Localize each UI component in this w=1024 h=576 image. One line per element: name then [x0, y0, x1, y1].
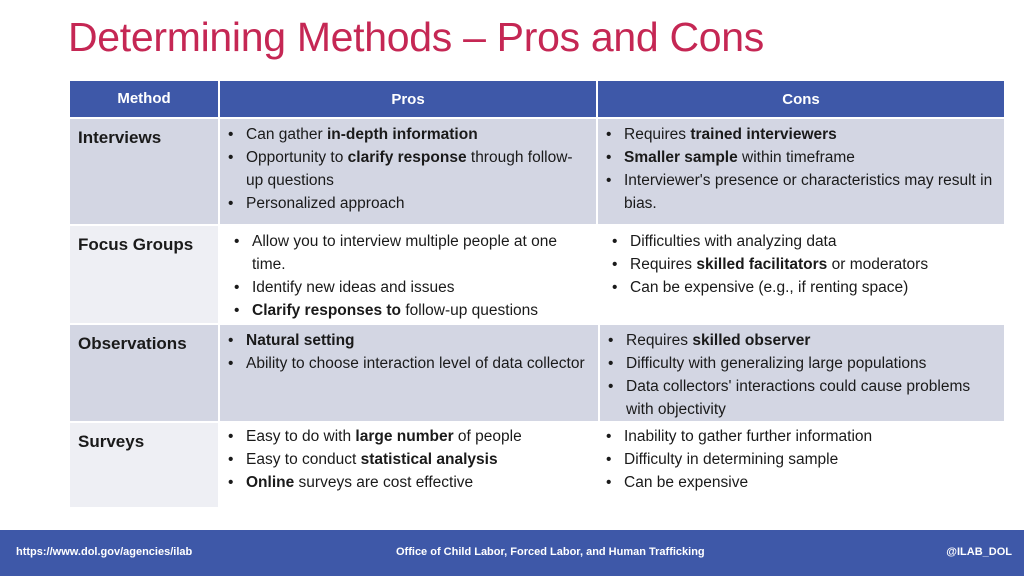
footer-handle: @ILAB_DOL: [946, 546, 1012, 558]
pros-list: [222, 123, 588, 215]
cons-focus-groups: [598, 226, 1004, 323]
bullet-item: • Allow you to interview multiple people at one time.: [228, 230, 588, 276]
footer-office: Office of Child Labor, Forced Labor, and Human Trafficking: [396, 546, 705, 558]
bullet-item: • Interviewer's presence or characteristics may result in bias.: [600, 169, 998, 215]
cons-observations: [600, 325, 1004, 421]
cons-interviews: [598, 119, 1004, 224]
bullet-item: • Ability to choose interaction level of data collector: [222, 352, 590, 375]
method-focus-groups: Focus Groups: [70, 226, 218, 323]
bullet-item: • Easy to conduct statistical analysis: [222, 448, 588, 471]
bullet-item: • Difficulty with generalizing large populations: [602, 352, 998, 375]
bullet-item: • Smaller sample within timeframe: [600, 146, 998, 169]
pros-list: [222, 329, 590, 375]
cons-list: [600, 425, 998, 494]
header-pros: Pros: [220, 81, 596, 117]
bullet-item: • Requires skilled observer: [602, 329, 998, 352]
cons-surveys: [598, 423, 1004, 507]
pros-surveys: [220, 423, 596, 507]
cons-list: [600, 123, 998, 215]
pros-observations: [220, 325, 598, 421]
pros-interviews: [220, 119, 596, 224]
bullet-item: • Difficulties with analyzing data: [606, 230, 998, 253]
bullet-item: • Difficulty in determining sample: [600, 448, 998, 471]
bullet-item: • Natural setting: [222, 329, 590, 352]
method-interviews: Interviews: [70, 119, 218, 224]
header-method: Method: [70, 81, 218, 117]
bullet-item: • Online surveys are cost effective: [222, 471, 588, 494]
footer-url-link[interactable]: https://www.dol.gov/agencies/ilab: [16, 546, 193, 558]
bullet-item: • Data collectors' interactions could cause problems with objectivity: [602, 375, 998, 421]
method-observations: Observations: [70, 325, 218, 421]
pros-list: [222, 425, 588, 494]
bullet-item: • Requires trained interviewers: [600, 123, 998, 146]
bullet-item: • Can be expensive: [600, 471, 998, 494]
bullet-item: • Personalized approach: [222, 192, 588, 215]
page-title: Determining Methods – Pros and Cons: [68, 14, 764, 60]
header-cons: Cons: [598, 81, 1004, 117]
bullet-item: • Easy to do with large number of people: [222, 425, 588, 448]
cons-list: [602, 329, 998, 421]
pros-focus-groups: [220, 226, 596, 323]
bullet-item: • Clarify responses to follow-up questions: [228, 299, 588, 322]
bullet-item: • Opportunity to clarify response through follow-up questions: [222, 146, 588, 192]
footer-bar: [0, 530, 1024, 576]
cons-list: [606, 230, 998, 299]
method-surveys: Surveys: [70, 423, 218, 507]
bullet-item: • Inability to gather further information: [600, 425, 998, 448]
bullet-item: • Can gather in-depth information: [222, 123, 588, 146]
bullet-item: • Requires skilled facilitators or moderators: [606, 253, 998, 276]
pros-list: [228, 230, 588, 322]
bullet-item: • Can be expensive (e.g., if renting space): [606, 276, 998, 299]
bullet-item: • Identify new ideas and issues: [228, 276, 588, 299]
